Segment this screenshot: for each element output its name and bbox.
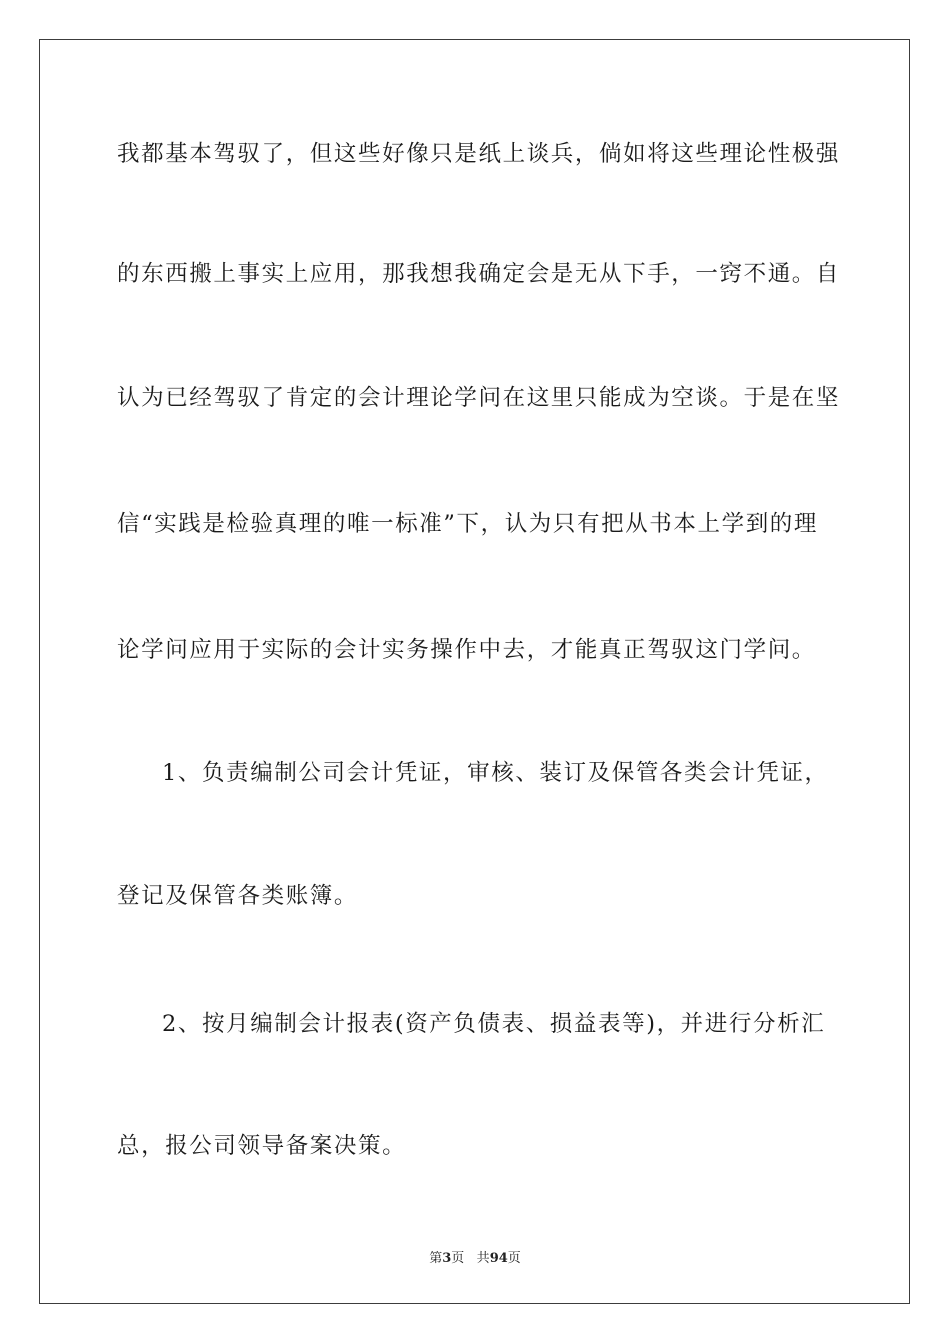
page-footer (0, 1247, 950, 1266)
page-prefix: 第 (429, 1251, 443, 1266)
page-suffix: 页 (451, 1251, 465, 1266)
paragraph-line: 信“实践是检验真理的唯一标准”下，认为只有把从书本上学到的理 (117, 511, 819, 537)
total-pages: 94 (489, 1251, 508, 1266)
total-suffix: 页 (507, 1251, 521, 1266)
page-border (39, 39, 910, 1304)
paragraph-line: 总，报公司领导备案决策。 (117, 1133, 407, 1159)
paragraph-line: 的东西搬上事实上应用，那我想我确定会是无从下手，一窍不通。自 (117, 261, 841, 287)
paragraph-line: 登记及保管各类账簿。 (117, 883, 359, 909)
list-item-1: 1、负责编制公司会计凭证，审核、装订及保管各类会计凭证， (162, 760, 829, 786)
paragraph-line: 认为已经驾驭了肯定的会计理论学问在这里只能成为空谈。于是在坚 (117, 385, 841, 411)
list-item-2: 2、按月编制会计报表(资产负债表、损益表等)，并进行分析汇 (162, 1011, 826, 1037)
page-number: 3 (442, 1251, 452, 1266)
paragraph-line: 我都基本驾驭了，但这些好像只是纸上谈兵，倘如将这些理论性极强 (117, 141, 841, 167)
paragraph-line: 论学问应用于实际的会计实务操作中去，才能真正驾驭这门学问。 (117, 637, 816, 663)
total-prefix: 共 (476, 1251, 490, 1266)
